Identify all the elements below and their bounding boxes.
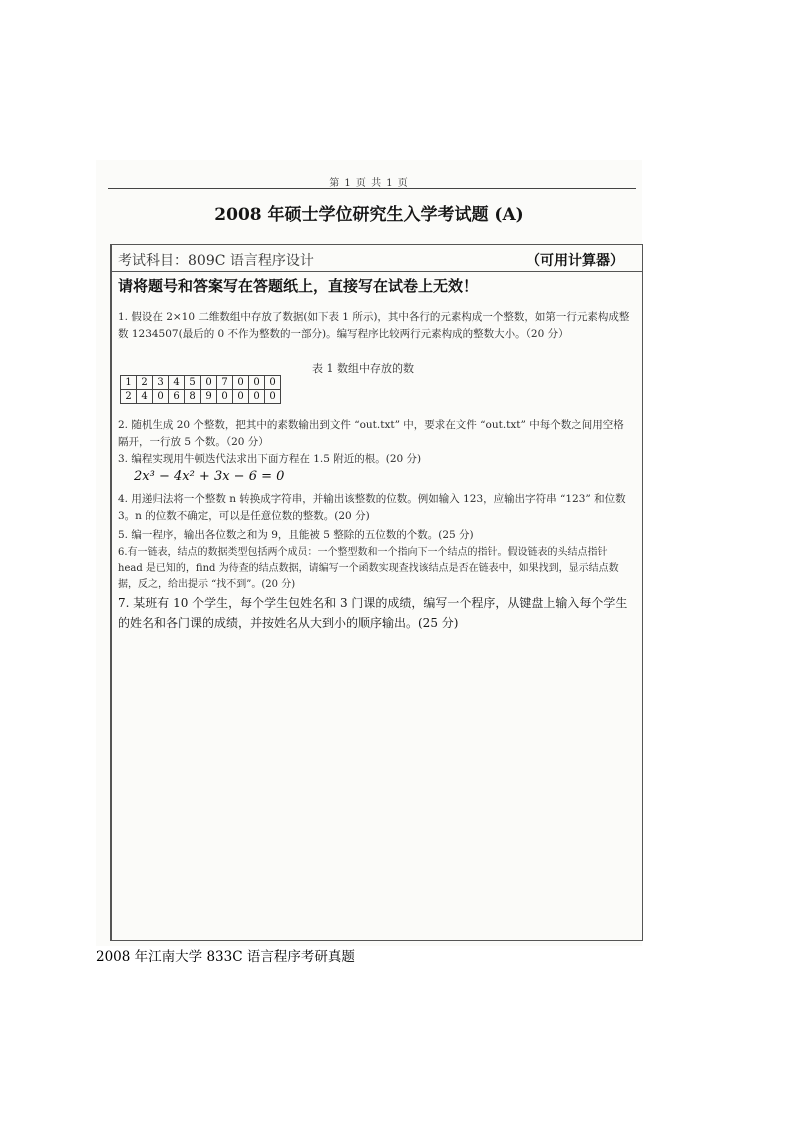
- question-1: 1. 假设在 2×10 二维数组中存放了数据(如下表 1 所示)，其中各行的元素构成一个整数，如第一行元素构成整数 1234507(最后的 0 不作为整数的一部分)。编写程序比较两行元素构成的整数大小。（20 分）: [118, 311, 630, 340]
- header-rule: [108, 188, 636, 189]
- table-cell: 0: [233, 376, 249, 390]
- question-5: 5. 编一程序，输出各位数之和为 9，且能被 5 整除的五位数的个数。(25 分): [118, 529, 474, 541]
- question-7: 7. 某班有 10 个学生，每个学生包姓名和 3 门课的成绩，编写一个程序，从键盘上输入每个学生的姓名和各门课的成绩，并按姓名从大到小的顺序输出。(25 分): [118, 596, 628, 630]
- calculator-note: （可用计算器）: [526, 253, 624, 269]
- table-cell: 0: [265, 376, 281, 390]
- table-cell: 0: [233, 390, 249, 404]
- question-6: 6.有一链表，结点的数据类型包括两个成员：一个整型数和一个指向下一个结点的指针。假设链表的头结点指针 head 是已知的，find 为待查的结点数据，请编写一个函数实现查找该结点是否在链表中，如果找到，显示结点数据，反之，给出提示 “找不到”。(20 分): [118, 547, 619, 590]
- table-cell: 0: [217, 390, 233, 404]
- exam-title: 2008 年硕士学位研究生入学考试题 (A): [214, 205, 524, 225]
- document-caption: 2008 年江南大学 833C 语言程序考研真题: [96, 949, 355, 965]
- table-cell: 3: [153, 376, 169, 390]
- table-cell: 0: [201, 376, 217, 390]
- table-cell: 2: [137, 376, 153, 390]
- scanned-exam-page: [96, 160, 642, 946]
- table-cell: 0: [249, 390, 265, 404]
- exam-frame: [110, 244, 643, 941]
- table-cell: 4: [169, 376, 185, 390]
- table-cell: 9: [201, 390, 217, 404]
- table-row: [121, 376, 281, 390]
- table-cell: 6: [169, 390, 185, 404]
- table-cell: 7: [217, 376, 233, 390]
- table-cell: 1: [121, 376, 137, 390]
- table-cell: 5: [185, 376, 201, 390]
- question-3: 3. 编程实现用牛顿迭代法求出下面方程在 1.5 附近的根。(20 分): [118, 453, 422, 465]
- table-cell: 2: [121, 390, 137, 404]
- table-cell: 0: [265, 390, 281, 404]
- subject-row: [112, 245, 642, 272]
- question-4: 4. 用递归法将一个整数 n 转换成字符串，并输出该整数的位数。例如输入 123，应输出字符串 “123” 和位数 3。n 的位数不确定，可以是任意位数的整数。(20 分): [118, 493, 626, 522]
- table-cell: 0: [249, 376, 265, 390]
- table-row: [121, 390, 281, 404]
- exam-subject: 考试科目：809C 语言程序设计: [118, 253, 314, 269]
- table-cell: 4: [137, 390, 153, 404]
- equation: 2x³ − 4x² + 3x − 6 = 0: [134, 469, 285, 484]
- question-2: 2. 随机生成 20 个整数，把其中的素数输出到文件 “out.txt” 中，要求在文件 “out.txt” 中每个数之间用空格隔开，一行放 5 个数。（20 分）: [118, 419, 624, 448]
- table-caption: 表 1 数组中存放的数: [312, 362, 414, 375]
- answer-warning: 请将题号和答案写在答题纸上，直接写在试卷上无效！: [118, 277, 479, 295]
- table-cell: 8: [185, 390, 201, 404]
- page-number: 第 1 页 共 1 页: [329, 178, 409, 189]
- array-table: [120, 375, 281, 404]
- table-cell: 0: [153, 390, 169, 404]
